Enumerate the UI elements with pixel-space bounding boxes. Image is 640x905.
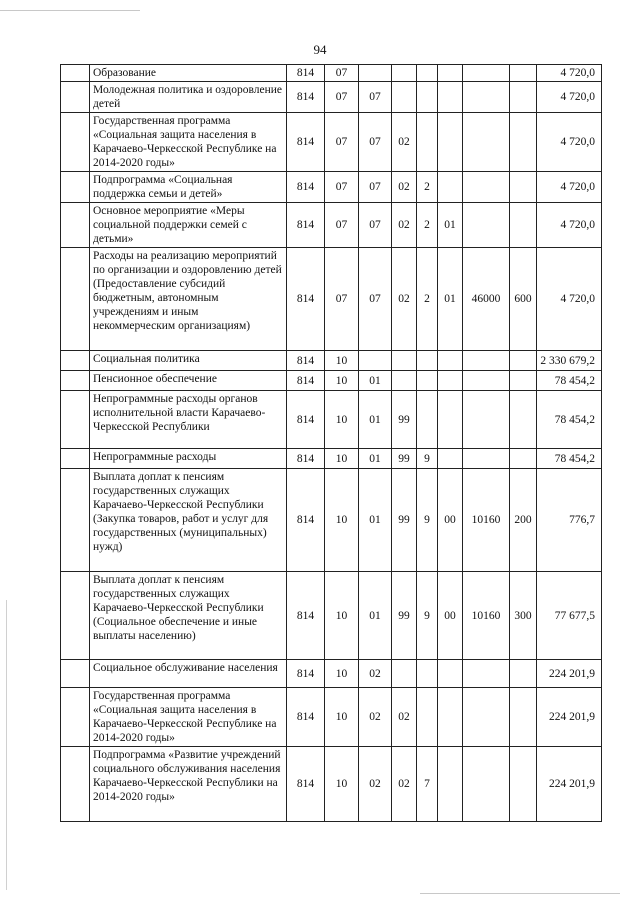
cell-vr xyxy=(510,203,537,248)
lead-cell xyxy=(61,248,90,351)
cell-mer: 00 xyxy=(438,469,463,572)
cell-sum: 78 454,2 xyxy=(537,449,602,469)
cell-vr xyxy=(510,351,537,371)
cell-sum: 4 720,0 xyxy=(537,82,602,113)
cell-sum: 4 720,0 xyxy=(537,113,602,172)
cell-rz: 10 xyxy=(325,449,359,469)
cell-ved: 814 xyxy=(287,113,325,172)
cell-sub xyxy=(417,391,438,449)
lead-cell xyxy=(61,65,90,82)
cell-sum: 4 720,0 xyxy=(537,203,602,248)
table-row xyxy=(61,113,602,172)
row-name: Подпрограмма «Развитие учреждений социального обслуживания населения Карачаево-Черкесской Республики на 2014-2020 годы» xyxy=(90,747,287,822)
table-row xyxy=(61,203,602,248)
cell-rz: 07 xyxy=(325,82,359,113)
cell-sum: 78 454,2 xyxy=(537,391,602,449)
cell-sub: 7 xyxy=(417,747,438,822)
cell-prog: 02 xyxy=(392,203,417,248)
cell-pr: 01 xyxy=(359,469,392,572)
cell-prog xyxy=(392,65,417,82)
table-body xyxy=(61,65,602,822)
cell-rz: 10 xyxy=(325,351,359,371)
cell-pr xyxy=(359,65,392,82)
cell-pr: 02 xyxy=(359,747,392,822)
row-name: Выплата доплат к пенсиям государственных служащих Карачаево-Черкесской Республики (Закупка товаров, работ и услуг для государственных (муниципальных) нужд) xyxy=(90,469,287,572)
table-row xyxy=(61,351,602,371)
cell-mer xyxy=(438,82,463,113)
cell-sub xyxy=(417,113,438,172)
row-name: Молодежная политика и оздоровление детей xyxy=(90,82,287,113)
cell-pr: 07 xyxy=(359,82,392,113)
cell-mer xyxy=(438,351,463,371)
cell-vr xyxy=(510,113,537,172)
cell-dir xyxy=(463,172,510,203)
cell-vr xyxy=(510,688,537,747)
cell-mer xyxy=(438,172,463,203)
cell-mer xyxy=(438,449,463,469)
cell-sum: 78 454,2 xyxy=(537,371,602,391)
cell-pr: 01 xyxy=(359,449,392,469)
cell-vr: 600 xyxy=(510,248,537,351)
cell-rz: 07 xyxy=(325,248,359,351)
cell-ved: 814 xyxy=(287,449,325,469)
cell-prog: 02 xyxy=(392,248,417,351)
cell-dir xyxy=(463,449,510,469)
cell-sub xyxy=(417,65,438,82)
table-row xyxy=(61,572,602,660)
table-row xyxy=(61,391,602,449)
cell-sub xyxy=(417,688,438,747)
cell-vr xyxy=(510,172,537,203)
cell-dir xyxy=(463,65,510,82)
cell-ved: 814 xyxy=(287,172,325,203)
cell-sum: 77 677,5 xyxy=(537,572,602,660)
cell-mer: 00 xyxy=(438,572,463,660)
row-name: Расходы на реализацию мероприятий по организации и оздоровлению детей (Предоставление субсидий бюджетным, автономным учреждениям и иным некоммерческим организациям) xyxy=(90,248,287,351)
cell-rz: 10 xyxy=(325,660,359,688)
cell-mer xyxy=(438,371,463,391)
cell-sub: 9 xyxy=(417,449,438,469)
cell-pr: 07 xyxy=(359,113,392,172)
cell-dir xyxy=(463,660,510,688)
cell-rz: 10 xyxy=(325,747,359,822)
table-row xyxy=(61,371,602,391)
cell-dir: 46000 xyxy=(463,248,510,351)
cell-sum: 224 201,9 xyxy=(537,688,602,747)
cell-dir xyxy=(463,203,510,248)
cell-mer xyxy=(438,65,463,82)
row-name: Основное мероприятие «Меры социальной поддержки семей с детьми» xyxy=(90,203,287,248)
cell-sum: 776,7 xyxy=(537,469,602,572)
cell-prog: 02 xyxy=(392,747,417,822)
cell-mer xyxy=(438,660,463,688)
cell-dir xyxy=(463,113,510,172)
cell-pr: 01 xyxy=(359,572,392,660)
scan-artifact-bottom xyxy=(420,893,620,894)
row-name: Выплата доплат к пенсиям государственных служащих Карачаево-Черкесской Республики (Социальное обеспечение и иные выплаты населению) xyxy=(90,572,287,660)
lead-cell xyxy=(61,82,90,113)
row-name: Образование xyxy=(90,65,287,82)
cell-rz: 10 xyxy=(325,688,359,747)
table-row xyxy=(61,660,602,688)
cell-ved: 814 xyxy=(287,351,325,371)
row-name: Пенсионное обеспечение xyxy=(90,371,287,391)
cell-vr xyxy=(510,747,537,822)
cell-sub: 2 xyxy=(417,203,438,248)
cell-prog: 99 xyxy=(392,572,417,660)
cell-dir xyxy=(463,82,510,113)
table-row xyxy=(61,449,602,469)
cell-sum: 2 330 679,2 xyxy=(537,351,602,371)
row-name: Непрограммные расходы органов исполнительной власти Карачаево-Черкесской Республики xyxy=(90,391,287,449)
cell-sum: 4 720,0 xyxy=(537,65,602,82)
cell-ved: 814 xyxy=(287,660,325,688)
cell-prog: 02 xyxy=(392,688,417,747)
cell-prog: 99 xyxy=(392,449,417,469)
table-row xyxy=(61,688,602,747)
cell-rz: 10 xyxy=(325,469,359,572)
cell-dir xyxy=(463,371,510,391)
cell-dir xyxy=(463,351,510,371)
cell-prog: 02 xyxy=(392,113,417,172)
cell-vr xyxy=(510,660,537,688)
cell-vr xyxy=(510,449,537,469)
cell-mer xyxy=(438,391,463,449)
cell-ved: 814 xyxy=(287,688,325,747)
lead-cell xyxy=(61,203,90,248)
budget-table xyxy=(60,64,602,822)
cell-sub xyxy=(417,82,438,113)
cell-pr: 02 xyxy=(359,660,392,688)
cell-sum: 224 201,9 xyxy=(537,747,602,822)
cell-rz: 07 xyxy=(325,203,359,248)
cell-pr: 01 xyxy=(359,391,392,449)
cell-rz: 10 xyxy=(325,391,359,449)
cell-rz: 10 xyxy=(325,572,359,660)
cell-vr xyxy=(510,82,537,113)
cell-rz: 07 xyxy=(325,113,359,172)
cell-prog: 99 xyxy=(392,469,417,572)
row-name: Социальная политика xyxy=(90,351,287,371)
cell-ved: 814 xyxy=(287,391,325,449)
cell-mer xyxy=(438,747,463,822)
cell-dir: 10160 xyxy=(463,469,510,572)
cell-prog: 99 xyxy=(392,391,417,449)
cell-pr: 02 xyxy=(359,688,392,747)
cell-sum: 4 720,0 xyxy=(537,248,602,351)
row-name: Государственная программа «Социальная защита населения в Карачаево-Черкесской Республике на 2014-2020 годы» xyxy=(90,113,287,172)
cell-pr: 07 xyxy=(359,203,392,248)
table-row xyxy=(61,248,602,351)
cell-ved: 814 xyxy=(287,248,325,351)
table-row xyxy=(61,747,602,822)
scan-artifact-top xyxy=(0,10,140,11)
cell-pr: 01 xyxy=(359,371,392,391)
cell-pr: 07 xyxy=(359,248,392,351)
lead-cell xyxy=(61,391,90,449)
cell-vr xyxy=(510,391,537,449)
page-number: 94 xyxy=(313,42,327,57)
row-name: Подпрограмма «Социальная поддержка семьи и детей» xyxy=(90,172,287,203)
lead-cell xyxy=(61,449,90,469)
cell-ved: 814 xyxy=(287,82,325,113)
cell-mer xyxy=(438,113,463,172)
cell-sum: 4 720,0 xyxy=(537,172,602,203)
cell-ved: 814 xyxy=(287,371,325,391)
lead-cell xyxy=(61,172,90,203)
cell-prog xyxy=(392,351,417,371)
lead-cell xyxy=(61,572,90,660)
table-row xyxy=(61,65,602,82)
lead-cell xyxy=(61,371,90,391)
cell-rz: 07 xyxy=(325,65,359,82)
row-name: Государственная программа «Социальная защита населения в Карачаево-Черкесской Республике на 2014-2020 годы» xyxy=(90,688,287,747)
cell-sub xyxy=(417,351,438,371)
cell-vr: 200 xyxy=(510,469,537,572)
cell-dir xyxy=(463,688,510,747)
cell-sum: 224 201,9 xyxy=(537,660,602,688)
scan-artifact-left xyxy=(6,600,7,890)
cell-rz: 07 xyxy=(325,172,359,203)
cell-ved: 814 xyxy=(287,65,325,82)
lead-cell xyxy=(61,747,90,822)
cell-ved: 814 xyxy=(287,747,325,822)
cell-rz: 10 xyxy=(325,371,359,391)
cell-mer xyxy=(438,688,463,747)
cell-vr xyxy=(510,65,537,82)
cell-dir: 10160 xyxy=(463,572,510,660)
cell-pr: 07 xyxy=(359,172,392,203)
cell-vr: 300 xyxy=(510,572,537,660)
cell-pr xyxy=(359,351,392,371)
cell-prog: 02 xyxy=(392,172,417,203)
cell-prog xyxy=(392,371,417,391)
cell-ved: 814 xyxy=(287,572,325,660)
table-row xyxy=(61,82,602,113)
cell-sub: 2 xyxy=(417,248,438,351)
cell-sub: 9 xyxy=(417,572,438,660)
table-row xyxy=(61,172,602,203)
cell-vr xyxy=(510,371,537,391)
lead-cell xyxy=(61,469,90,572)
cell-sub xyxy=(417,371,438,391)
row-name: Социальное обслуживание населения xyxy=(90,660,287,688)
cell-sub: 2 xyxy=(417,172,438,203)
cell-sub: 9 xyxy=(417,469,438,572)
row-name: Непрограммные расходы xyxy=(90,449,287,469)
table-row xyxy=(61,469,602,572)
lead-cell xyxy=(61,688,90,747)
cell-prog xyxy=(392,82,417,113)
cell-ved: 814 xyxy=(287,469,325,572)
lead-cell xyxy=(61,113,90,172)
cell-mer: 01 xyxy=(438,248,463,351)
cell-prog xyxy=(392,660,417,688)
cell-mer: 01 xyxy=(438,203,463,248)
cell-dir xyxy=(463,747,510,822)
cell-ved: 814 xyxy=(287,203,325,248)
lead-cell xyxy=(61,660,90,688)
cell-dir xyxy=(463,391,510,449)
lead-cell xyxy=(61,351,90,371)
cell-sub xyxy=(417,660,438,688)
